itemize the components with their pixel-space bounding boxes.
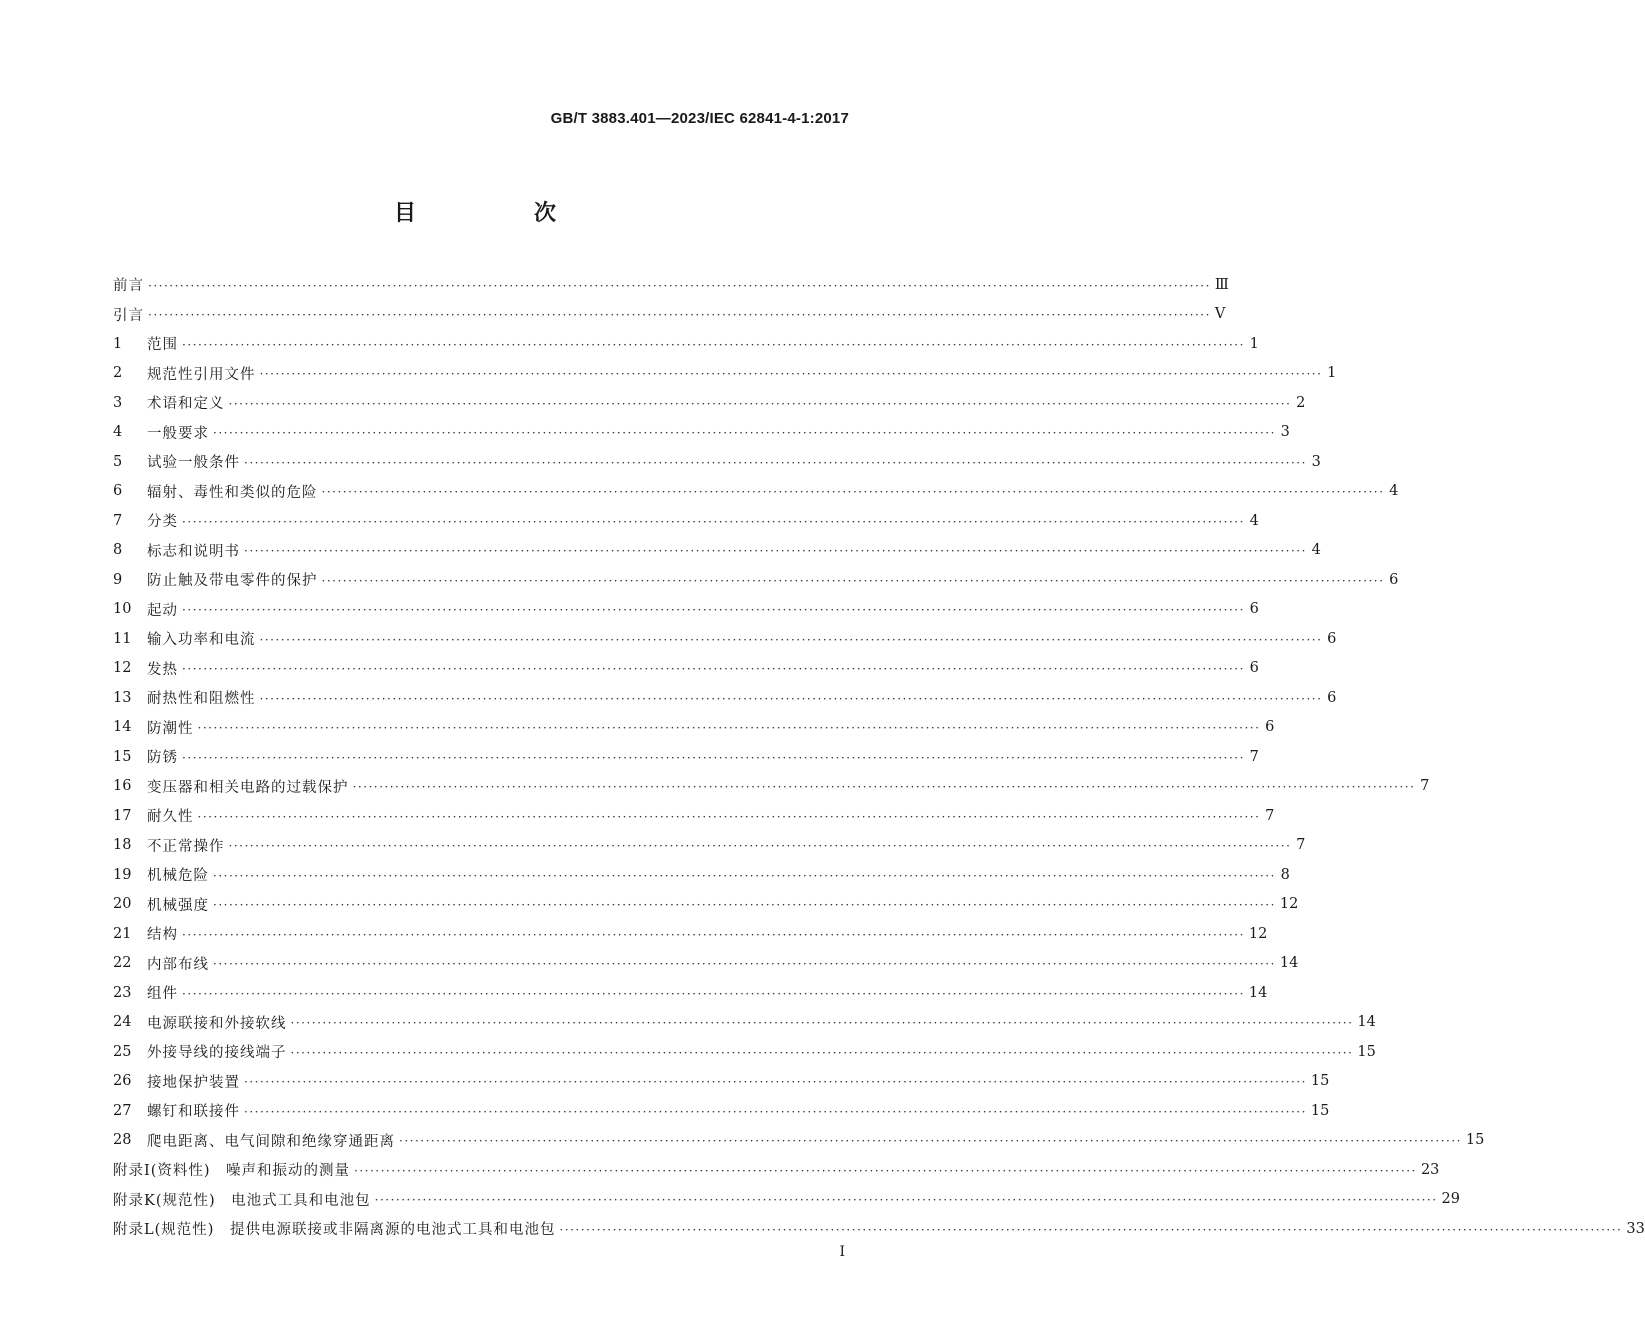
toc-entry-title: 防锈: [147, 750, 178, 767]
toc-entry-title: 起动: [147, 602, 178, 619]
toc-entry-page: 6: [1327, 689, 1337, 706]
dot-leader: ········································································································································································································: [197, 721, 1261, 736]
dot-leader: ········································································································································································································: [182, 337, 1245, 352]
toc-entry-title: 引言: [113, 307, 144, 324]
dot-leader: ········································································································································································································: [259, 367, 1323, 382]
toc-entry[interactable]: [113, 388, 1306, 418]
toc-entry-page: 7: [1265, 807, 1275, 824]
toc-entry-page: 1: [1249, 335, 1259, 352]
toc-entry[interactable]: [113, 624, 1337, 654]
toc-entry-number: 13: [113, 689, 132, 706]
toc-entry-page: 6: [1389, 571, 1399, 588]
toc-entry-title: 辐射、毒性和类似的危险: [147, 484, 318, 501]
toc-entry[interactable]: [113, 860, 1290, 890]
toc-entry-page: 7: [1249, 748, 1259, 765]
toc-entry[interactable]: [113, 683, 1337, 713]
toc-entry-number: 28: [113, 1132, 132, 1149]
toc-entry-title: 防潮性: [147, 720, 194, 737]
toc-entry-page: 15: [1357, 1043, 1376, 1060]
toc-entry-page: 7: [1296, 837, 1306, 854]
toc-entry-number: 16: [113, 778, 132, 795]
toc-entry[interactable]: [113, 506, 1259, 536]
toc-entry-title: 前言: [113, 278, 144, 295]
dot-leader: ········································································································································································································: [213, 868, 1276, 883]
toc-entry-title: 范围: [147, 337, 178, 354]
toc-entry-number: 7: [113, 512, 123, 529]
dot-leader: ········································································································································································································: [182, 927, 1245, 942]
dot-leader: ········································································································································································································: [259, 691, 1323, 706]
toc-entry-page: Ⅲ: [1214, 276, 1229, 293]
dot-leader: ········································································································································································································: [244, 1075, 1307, 1090]
toc-entry-title: 机械强度: [147, 897, 209, 914]
toc-entry-title: 附录Ⅰ(资料性) 噪声和振动的测量: [113, 1163, 351, 1180]
standard-code: GB/T 3883.401—2023/IEC 62841-4-1:2017: [550, 110, 849, 127]
toc-entry-title: 耐热性和阻燃性: [147, 691, 256, 708]
toc-entry-page: 33: [1626, 1220, 1645, 1237]
toc-entry[interactable]: [113, 1008, 1376, 1038]
toc-entry-title: 组件: [147, 986, 178, 1003]
toc-entry-number: 11: [113, 630, 132, 647]
dot-leader: ········································································································································································································: [352, 780, 1416, 795]
toc-entry-title: 机械危险: [147, 868, 209, 885]
dot-leader: ········································································································································································································: [559, 1222, 1623, 1237]
toc-entry-number: 17: [113, 807, 132, 824]
toc-entry-number: 2: [113, 365, 123, 382]
toc-entry-title: 外接导线的接线端子: [147, 1045, 287, 1062]
toc-entry[interactable]: [113, 595, 1259, 625]
toc-entry[interactable]: [113, 801, 1275, 831]
toc-entry-page: 15: [1465, 1132, 1485, 1149]
toc-entry-number: 20: [113, 896, 132, 913]
toc-entry-page: 6: [1249, 601, 1259, 618]
toc-entry-number: 22: [113, 955, 132, 972]
toc-entry-number: 15: [113, 748, 132, 765]
page-number: I: [839, 1244, 845, 1260]
toc-entry[interactable]: [113, 831, 1306, 861]
dot-leader: ········································································································································································································: [290, 1016, 1354, 1031]
toc-entry-number: 3: [113, 394, 123, 411]
dot-leader: ········································································································································································································: [290, 1045, 1354, 1060]
toc-entry-title: 附录K(规范性) 电池式工具和电池包: [113, 1192, 371, 1209]
toc-entry-title: 变压器和相关电路的过载保护: [147, 779, 349, 796]
toc-entry-page: 6: [1249, 660, 1259, 677]
dot-leader: ········································································································································································································: [148, 278, 1211, 293]
toc-entry-page: 23: [1420, 1161, 1440, 1178]
toc-entry-title: 输入功率和电流: [147, 632, 256, 649]
toc-entry-title: 耐久性: [147, 809, 194, 826]
toc-entry-page: 14: [1279, 955, 1299, 972]
toc-entry[interactable]: [113, 300, 1226, 330]
page-title: 目 次: [393, 201, 604, 226]
toc-entry-number: 25: [113, 1043, 132, 1060]
dot-leader: ········································································································································································································: [321, 485, 1385, 500]
toc-entry[interactable]: [113, 1214, 1645, 1244]
toc-entry-title: 不正常操作: [147, 838, 225, 855]
toc-entry[interactable]: [113, 1037, 1376, 1067]
toc-entry-page: Ⅴ: [1214, 306, 1226, 323]
dot-leader: ········································································································································································································: [228, 839, 1292, 854]
toc-entry[interactable]: [113, 949, 1299, 979]
toc-entry-number: 4: [113, 424, 123, 441]
toc-entry-title: 防止触及带电零件的保护: [147, 573, 318, 590]
toc-entry-number: 10: [113, 601, 132, 618]
toc-entry[interactable]: [113, 270, 1229, 300]
dot-leader: ········································································································································································································: [259, 632, 1323, 647]
dot-leader: ········································································································································································································: [213, 898, 1276, 913]
toc-entry-page: 3: [1311, 453, 1321, 470]
toc-entry[interactable]: [113, 536, 1321, 566]
toc-entry-title: 分类: [147, 514, 178, 531]
toc-entry[interactable]: [113, 654, 1259, 684]
toc-entry-page: 14: [1248, 984, 1268, 1001]
dot-leader: ········································································································································································································: [197, 809, 1261, 824]
toc-entry-page: 12: [1248, 925, 1268, 942]
toc-entry-number: 26: [113, 1073, 132, 1090]
dot-leader: ········································································································································································································: [244, 544, 1307, 559]
dot-leader: ········································································································································································································: [182, 986, 1245, 1001]
dot-leader: ········································································································································································································: [374, 1193, 1438, 1208]
toc-entry-page: 1: [1327, 365, 1337, 382]
dot-leader: ········································································································································································································: [182, 514, 1245, 529]
toc-entry-title: 规范性引用文件: [147, 366, 256, 383]
toc-entry-title: 标志和说明书: [147, 543, 240, 560]
dot-leader: ········································································································································································································: [321, 573, 1385, 588]
dot-leader: ········································································································································································································: [399, 1134, 1462, 1149]
toc-entry-title: 术语和定义: [147, 396, 225, 413]
toc-entry[interactable]: [113, 477, 1399, 507]
toc-entry-page: 4: [1389, 483, 1399, 500]
toc-entry-page: 15: [1310, 1073, 1330, 1090]
toc-entry[interactable]: [113, 418, 1290, 448]
dot-leader: ········································································································································································································: [228, 396, 1292, 411]
toc-entry-page: 4: [1249, 512, 1259, 529]
toc-entry[interactable]: [113, 565, 1399, 595]
table-of-contents: [113, 270, 1645, 1244]
toc-entry-number: 5: [113, 453, 123, 470]
toc-entry-page: 29: [1441, 1191, 1460, 1208]
toc-entry-number: 19: [113, 866, 132, 883]
toc-entry[interactable]: [113, 447, 1321, 477]
toc-entry-title: 电源联接和外接软线: [147, 1015, 287, 1032]
toc-entry[interactable]: [113, 1185, 1460, 1215]
toc-entry-number: 9: [113, 571, 123, 588]
toc-entry-number: 12: [113, 660, 132, 677]
toc-entry-number: 21: [113, 925, 132, 942]
toc-entry-page: 14: [1357, 1014, 1376, 1031]
dot-leader: ········································································································································································································: [354, 1163, 1417, 1178]
toc-entry-page: 8: [1280, 866, 1290, 883]
toc-entry-title: 一般要求: [147, 425, 209, 442]
toc-entry[interactable]: [113, 1155, 1440, 1185]
toc-entry[interactable]: [113, 329, 1259, 359]
toc-entry-page: 7: [1420, 778, 1430, 795]
toc-entry-number: 6: [113, 483, 123, 500]
dot-leader: ········································································································································································································: [213, 426, 1276, 441]
toc-entry[interactable]: [113, 1096, 1330, 1126]
toc-entry-title: 附录L(规范性) 提供电源联接或非隔离源的电池式工具和电池包: [113, 1222, 556, 1239]
toc-entry-title: 内部布线: [147, 956, 209, 973]
toc-entry-title: 试验一般条件: [147, 455, 240, 472]
toc-entry[interactable]: [113, 713, 1275, 743]
toc-entry[interactable]: [113, 890, 1299, 920]
dot-leader: ········································································································································································································: [148, 308, 1211, 323]
toc-entry-title: 结构: [147, 927, 178, 944]
dot-leader: ········································································································································································································: [244, 455, 1307, 470]
dot-leader: ········································································································································································································: [182, 662, 1245, 677]
dot-leader: ········································································································································································································: [182, 603, 1245, 618]
toc-entry[interactable]: [113, 359, 1337, 389]
toc-entry-title: 螺钉和联接件: [147, 1104, 240, 1121]
toc-entry-number: 23: [113, 984, 132, 1001]
toc-entry-page: 15: [1310, 1102, 1330, 1119]
toc-entry[interactable]: [113, 772, 1430, 802]
toc-entry-number: 1: [113, 335, 123, 352]
toc-entry-number: 18: [113, 837, 132, 854]
toc-entry-title: 发热: [147, 661, 178, 678]
toc-entry-title: 爬电距离、电气间隙和绝缘穿通距离: [147, 1133, 395, 1150]
toc-entry-page: 6: [1327, 630, 1337, 647]
dot-leader: ········································································································································································································: [244, 1104, 1307, 1119]
toc-entry-number: 14: [113, 719, 132, 736]
toc-entry-title: 接地保护装置: [147, 1074, 240, 1091]
toc-entry-page: 4: [1311, 542, 1321, 559]
toc-entry[interactable]: [113, 1067, 1330, 1097]
toc-entry-number: 24: [113, 1014, 132, 1031]
toc-entry[interactable]: [113, 1126, 1485, 1156]
toc-entry-number: 27: [113, 1102, 132, 1119]
toc-entry-number: 8: [113, 542, 123, 559]
toc-entry[interactable]: [113, 919, 1268, 949]
toc-entry[interactable]: [113, 978, 1268, 1008]
toc-entry-page: 12: [1279, 896, 1299, 913]
toc-entry-page: 2: [1296, 394, 1306, 411]
toc-entry-page: 3: [1280, 424, 1290, 441]
toc-entry[interactable]: [113, 742, 1259, 772]
dot-leader: ········································································································································································································: [182, 750, 1245, 765]
dot-leader: ········································································································································································································: [213, 957, 1276, 972]
toc-entry-page: 6: [1265, 719, 1275, 736]
